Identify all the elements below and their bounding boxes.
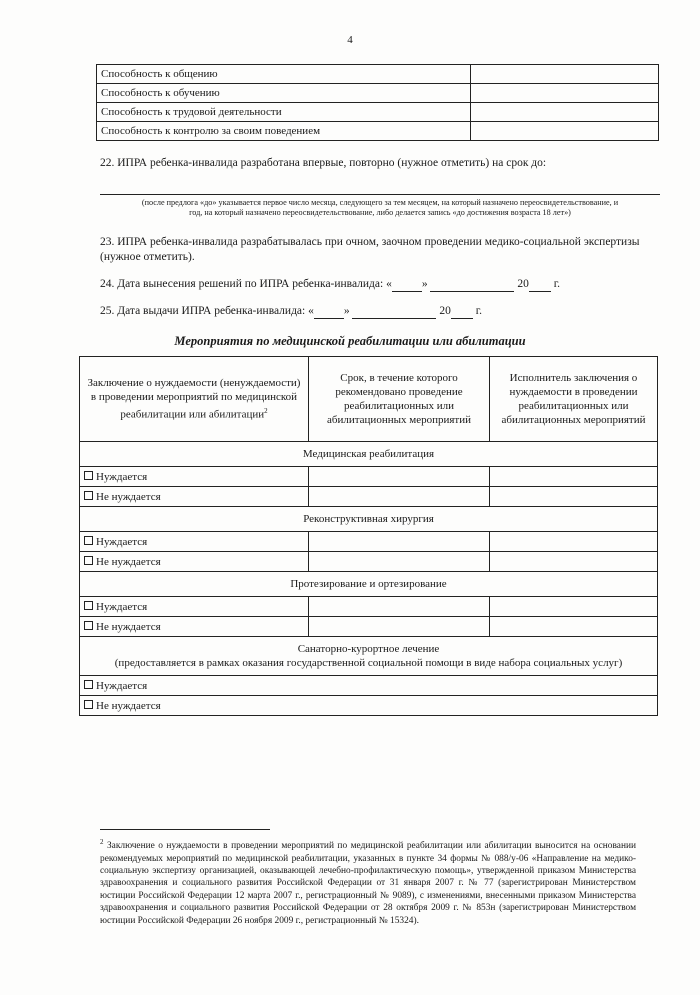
option-cell[interactable] [80, 617, 309, 637]
ability-value-cell[interactable] [471, 84, 659, 103]
day-field[interactable] [392, 291, 422, 292]
column-header: Срок, в течение которого рекомендовано проведение реабилитационных или абилитационных мероприятий [309, 357, 490, 442]
checkbox[interactable] [84, 471, 93, 480]
item-22: 22. ИПРА ребенка-инвалида разработана впервые, повторно (нужное отметить) на срок до: [100, 157, 547, 169]
table-row [80, 467, 658, 487]
table-row [97, 103, 659, 122]
table-row [80, 597, 658, 617]
section-row [80, 637, 658, 676]
column-header [80, 357, 309, 442]
executor-cell[interactable] [490, 467, 658, 487]
section-label [80, 637, 658, 676]
ability-label: Способность к контролю за своим поведением [97, 122, 471, 141]
year-field[interactable] [451, 318, 473, 319]
table-row [80, 696, 658, 716]
option-cell[interactable] [80, 597, 309, 617]
section-label-line: (предоставляется в рамках оказания государственной социальной помощи в виде набора социальных услуг) [114, 657, 623, 669]
footnote [100, 836, 636, 927]
table-row [80, 676, 658, 696]
executor-cell[interactable] [490, 532, 658, 552]
ability-value-cell[interactable] [471, 103, 659, 122]
option-label: Не нуждается [96, 555, 161, 568]
section-label-line: Санаторно-курортное лечение [297, 643, 440, 655]
ability-value-cell[interactable] [471, 122, 659, 141]
item-22-answer-line[interactable] [100, 194, 660, 195]
executor-cell[interactable] [490, 487, 658, 507]
item-25-label: 25. Дата выдачи ИПРА ребенка-инвалида: « [100, 305, 314, 317]
option-cell[interactable] [80, 467, 309, 487]
section-label: Реконструктивная хирургия [80, 507, 658, 532]
column-header: Исполнитель заключения о нуждаемости в проведении реабилитационных или абилитационных мероприятий [490, 357, 658, 442]
item-23 [100, 235, 660, 265]
date-quote: » [343, 305, 350, 317]
term-cell[interactable] [309, 552, 490, 572]
checkbox[interactable] [84, 621, 93, 630]
table-header-row [80, 357, 658, 442]
item-22-note-line: (после предлога «до» указывается первое число месяца, следующего за тем месяцем, на который назначено переосвидетельствование, и [141, 198, 619, 207]
term-cell[interactable] [309, 532, 490, 552]
item-25 [100, 304, 482, 319]
table-row [80, 617, 658, 637]
footnote-text: Заключение о нуждаемости в проведении мероприятий по медицинской реабилитации или абилитации выносится на основании рекомендуемых мероприятий по медицинской реабилитации, указанных в пункте 34 формы № 088/у-06 «Направление на медико-социальную экспертизу организацией, оказывающей лечебно-профилактическую помощь», утвержденной приказом Министерства здравоохранения и социального развития Российской Федерации от 31 января 2007 г. № 77 (зарегистрирован Министерством юстиции Российской Федерации 12 марта 2007 г., регистрационный № 9089), с изменениями, внесенными приказом Министерства здравоохранения и социального развития Российской Федерации от 28 октября 2009 г. № 853н (зарегистрирован Министерством юстиции Российской Федерации 26 ноября 2009 г., регистрационный № 15324). [100, 841, 636, 926]
footnote-mark: 2 [100, 838, 104, 846]
option-label: Нуждается [96, 600, 148, 613]
checkbox[interactable] [84, 680, 93, 689]
month-field[interactable] [352, 318, 436, 319]
option-cell[interactable] [80, 487, 309, 507]
table-row [97, 84, 659, 103]
section-label: Медицинская реабилитация [80, 442, 658, 467]
footnote-divider [100, 829, 270, 830]
option-label: Нуждается [96, 679, 148, 692]
ability-label: Способность к обучению [97, 84, 471, 103]
executor-cell[interactable] [490, 552, 658, 572]
checkbox[interactable] [84, 601, 93, 610]
section-row [80, 442, 658, 467]
ability-label: Способность к общению [97, 65, 471, 84]
date-suffix: г. [550, 278, 561, 290]
option-label: Нуждается [96, 535, 148, 548]
option-cell[interactable] [80, 532, 309, 552]
term-cell[interactable] [309, 487, 490, 507]
option-label: Не нуждается [96, 699, 161, 712]
item-22-note [100, 198, 660, 218]
section-row [80, 572, 658, 597]
section-title: Мероприятия по медицинской реабилитации или абилитации [174, 334, 526, 348]
item-24-label: 24. Дата вынесения решений по ИПРА ребенка-инвалида: « [100, 278, 392, 290]
checkbox[interactable] [84, 491, 93, 500]
checkbox[interactable] [84, 536, 93, 545]
date-year: 20 [439, 305, 451, 317]
table-row [80, 552, 658, 572]
day-field[interactable] [314, 318, 344, 319]
table-row [97, 122, 659, 141]
footnote-ref: 2 [264, 407, 268, 416]
date-year: 20 [517, 278, 529, 290]
section-row [80, 507, 658, 532]
page-number: 4 [347, 34, 353, 46]
rehab-table [79, 356, 658, 716]
checkbox[interactable] [84, 700, 93, 709]
option-cell[interactable] [80, 676, 658, 696]
date-quote: » [421, 278, 428, 290]
checkbox[interactable] [84, 556, 93, 565]
executor-cell[interactable] [490, 597, 658, 617]
ability-label: Способность к трудовой деятельности [97, 103, 471, 122]
term-cell[interactable] [309, 617, 490, 637]
column-header-text: Заключение о нуждаемости (ненуждаемости) в проведении мероприятий по медицинской реабилитации или абилитации [87, 377, 301, 421]
executor-cell[interactable] [490, 617, 658, 637]
item-23-line: (нужное отметить). [100, 251, 195, 263]
option-label: Нуждается [96, 470, 148, 483]
abilities-table [96, 64, 659, 141]
item-24 [100, 277, 560, 292]
term-cell[interactable] [309, 597, 490, 617]
month-field[interactable] [430, 291, 514, 292]
option-cell[interactable] [80, 696, 658, 716]
option-label: Не нуждается [96, 620, 161, 633]
year-field[interactable] [529, 291, 551, 292]
term-cell[interactable] [309, 467, 490, 487]
table-row [80, 532, 658, 552]
section-label: Протезирование и ортезирование [80, 572, 658, 597]
table-row [80, 487, 658, 507]
ability-value-cell[interactable] [471, 65, 659, 84]
item-23-line: 23. ИПРА ребенка-инвалида разрабатывалась при очном, заочном проведении медико-социальной экспертизы [100, 236, 640, 248]
table-row [97, 65, 659, 84]
option-cell[interactable] [80, 552, 309, 572]
date-suffix: г. [472, 305, 483, 317]
option-label: Не нуждается [96, 490, 161, 503]
item-22-note-line: год, на который назначено переосвидетельствование, либо делается запись «до достижения возраста 18 лет») [189, 208, 571, 217]
